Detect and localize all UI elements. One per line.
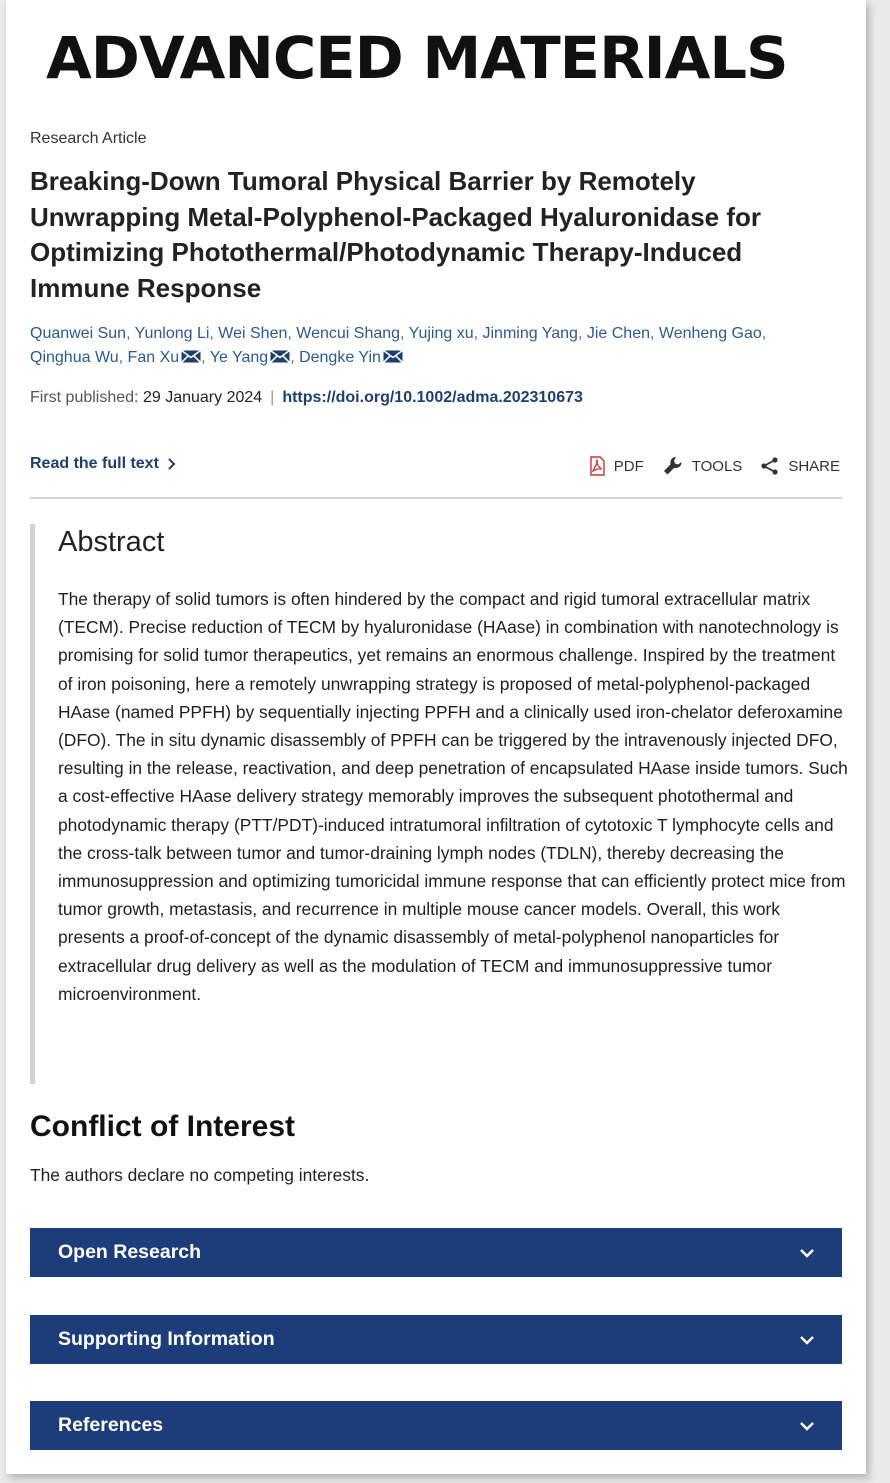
published-label: First published: [30, 389, 139, 406]
references-label: References [58, 1414, 164, 1436]
section-divider [30, 497, 842, 499]
references-accordion[interactable] [30, 1401, 842, 1450]
author-list [30, 322, 820, 370]
journal-logo[interactable]: ADVANCED MATERIALS [46, 24, 788, 92]
share-label: SHARE [788, 457, 840, 475]
email-icon[interactable] [383, 350, 403, 363]
author-separator: , [400, 325, 409, 342]
chevron-right-icon [167, 457, 177, 471]
abstract-heading: Abstract [58, 526, 165, 558]
conflict-of-interest-heading: Conflict of Interest [30, 1110, 296, 1143]
author-link[interactable]: Qinghua Wu [30, 349, 119, 366]
chevron-down-icon [798, 1334, 816, 1346]
info-divider: | [270, 389, 275, 406]
read-full-text-label: Read the full text [30, 455, 159, 472]
author-separator: , [287, 325, 297, 342]
email-icon[interactable] [181, 350, 201, 363]
author-separator: , [761, 325, 767, 342]
article-title: Breaking-Down Tumoral Physical Barrier by Remotely Unwrapping Metal-Polyphenol-Packaged Hyaluronidase for Optimizing Photothermal/Photodynamic Therapy-Induced Immune Response [30, 166, 762, 303]
author-link[interactable]: Jie Chen [586, 325, 650, 342]
pdf-icon [588, 456, 606, 476]
supporting-information-accordion[interactable] [30, 1315, 842, 1364]
tools-label: TOOLS [691, 457, 743, 475]
pdf-button[interactable] [588, 456, 644, 476]
author-separator: , [473, 325, 483, 342]
article-tools [588, 455, 840, 477]
email-icon[interactable] [270, 350, 290, 363]
doi-link[interactable]: https://doi.org/10.1002/adma.202310673 [282, 389, 583, 406]
read-full-text-link[interactable] [30, 455, 177, 473]
conflict-of-interest-text: The authors declare no competing interests. [30, 1165, 370, 1185]
chevron-down-icon [798, 1247, 816, 1259]
author-separator: , [290, 349, 300, 366]
author-separator: , [209, 325, 219, 342]
abstract-text: The therapy of solid tumors is often hindered by the compact and rigid tumoral extracellular matrix (TECM). Precise reduction of TECM by hyaluronidase (HAase) in combination with nanotechnology is promising for solid tumor therapeutics, yet remains an enormous challenge. Inspired by the treatment of iron poisoning, here a remotely unwrapping strategy is proposed of metal-polyphenol-packaged HAase (named PPFH) by sequentially injecting PPFH and a clinically used iron-chelator deferoxamine (DFO). The in situ dynamic disassembly of PPFH can be triggered by the intravenously injected DFO, resulting in the release, reactivation, and deep penetration of encapsulated HAase inside tumors. Such a cost-effective HAase delivery strategy memorably improves the subsequent photothermal and photodynamic therapy (PTT/PDT)-induced intratumoral infiltration of cytotoxic T lymphocyte cells and the cross-talk between tumor and tumor-draining lymph nodes (TDLN), thereby decreasing the immunosuppression and optimizing tumoricidal immune response that can efficiently protect mice from tumor growth, metastasis, and recurrence in multiple mouse cancer models. Overall, this work presents a proof-of-concept of the dynamic disassembly of metal-polyphenol nanoparticles for extracellular drug delivery as well as the modulation of TECM and immunosuppressive tumor microenvironment. [58, 589, 848, 1004]
publication-info [30, 389, 583, 407]
open-research-accordion[interactable] [30, 1228, 842, 1277]
author-link[interactable]: Quanwei Sun [30, 325, 127, 342]
author-link[interactable]: Yunlong Li [134, 325, 210, 342]
author-link[interactable]: Wencui Shang [296, 325, 401, 342]
author-link[interactable]: Yujing xu [408, 325, 474, 342]
article-type: Research Article [30, 130, 147, 147]
tools-button[interactable] [662, 455, 743, 477]
author-separator: , [577, 325, 587, 342]
author-link[interactable]: Jinming Yang [482, 325, 578, 342]
pdf-label: PDF [613, 457, 644, 475]
wrench-icon [662, 455, 684, 477]
article-page [6, 0, 866, 1474]
abstract-section [30, 524, 848, 1084]
author-separator: , [201, 349, 210, 366]
share-button[interactable] [760, 456, 840, 476]
author-link[interactable]: Dengke Yin [299, 349, 381, 366]
supporting-information-label: Supporting Information [58, 1328, 275, 1350]
open-research-label: Open Research [58, 1241, 202, 1263]
author-separator: , [126, 325, 135, 342]
author-link[interactable]: Fan Xu [127, 349, 180, 366]
author-link[interactable]: Wei Shen [218, 325, 288, 342]
author-link[interactable]: Wenheng Gao [658, 325, 762, 342]
author-separator: , [650, 325, 659, 342]
author-link[interactable]: Ye Yang [209, 349, 269, 366]
chevron-down-icon [798, 1420, 816, 1432]
share-icon [760, 456, 780, 476]
published-date: 29 January 2024 [142, 389, 263, 406]
author-separator: , [118, 349, 128, 366]
